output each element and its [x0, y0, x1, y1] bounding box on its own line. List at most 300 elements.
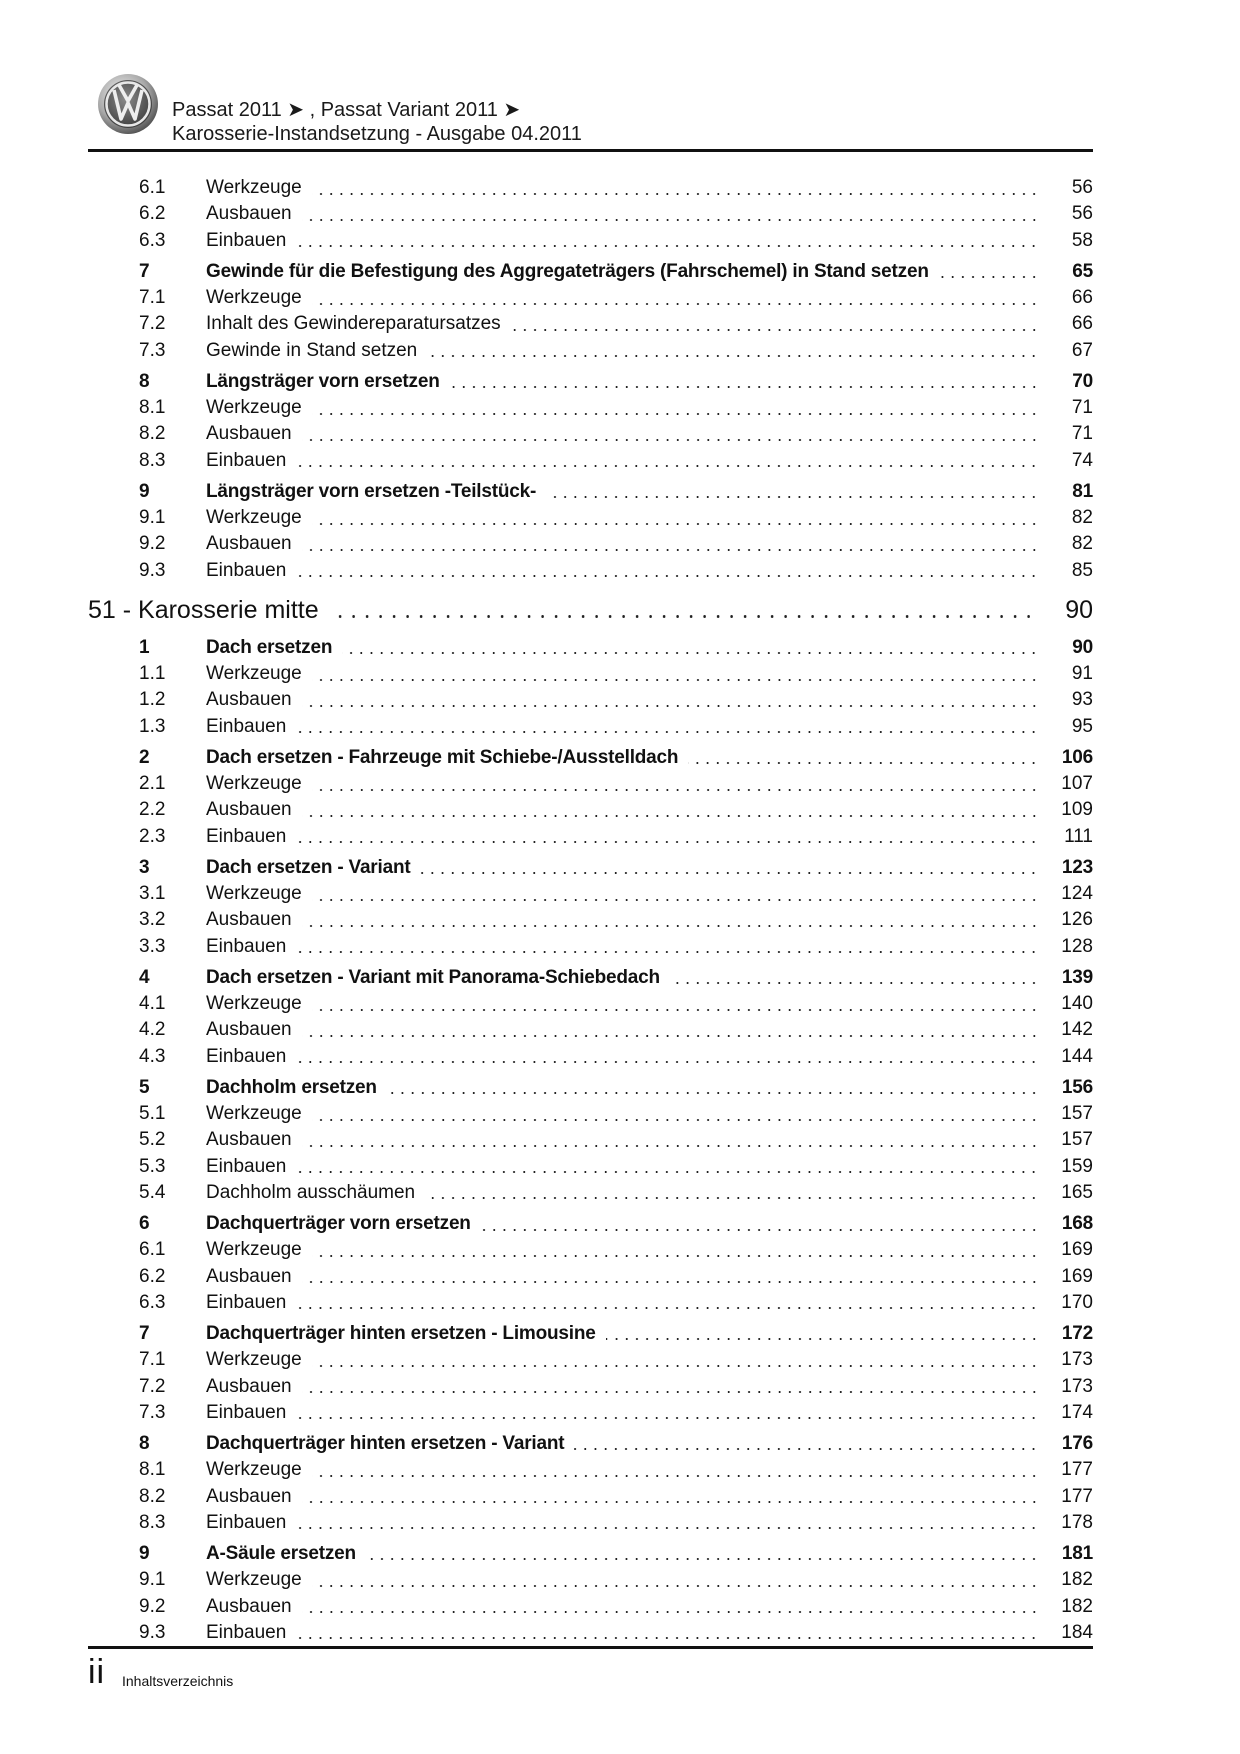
toc-entry-number: 9.2: [139, 533, 166, 555]
toc-entry-page-number: 144: [1061, 1045, 1093, 1067]
toc-entry-number: 1.2: [139, 689, 166, 711]
toc-section-entry[interactable]: [88, 1541, 1093, 1567]
dot-leader: [302, 1487, 1039, 1506]
toc-entry-number: 9: [139, 1542, 150, 1564]
toc-entry-page-number: 124: [1061, 883, 1093, 905]
toc-entry-title[interactable]: Gewinde in Stand setzen: [206, 340, 427, 362]
toc-entry-page-number: 66: [1071, 287, 1093, 309]
toc-subsection-entry[interactable]: [88, 1263, 1093, 1289]
toc-entry-page-number: 56: [1071, 177, 1093, 199]
toc-entry-number: 8.1: [139, 1459, 166, 1481]
toc-entry-title[interactable]: Ausbauen: [206, 423, 302, 445]
toc-entry-page-number: 67: [1071, 339, 1093, 361]
toc-entry-number: 7.1: [139, 1349, 166, 1371]
toc-entry-number: 6.2: [139, 203, 166, 225]
toc-entry-page-number: 58: [1071, 229, 1093, 251]
toc-entry-line: [206, 203, 1093, 225]
toc-entry-page-number: 71: [1071, 397, 1093, 419]
toc-entry-page-number: 168: [1061, 1213, 1093, 1234]
dot-leader: [302, 425, 1039, 444]
toc-entry-title[interactable]: Ausbauen: [206, 909, 302, 931]
toc-section-entry[interactable]: [88, 965, 1093, 991]
toc-entry-title[interactable]: Dach ersetzen - Variant: [206, 857, 420, 879]
dot-leader: [302, 691, 1039, 710]
toc-subsection-entry[interactable]: [88, 661, 1093, 687]
toc-entry-title[interactable]: Ausbauen: [206, 1019, 302, 1041]
toc-entry-number: 9.3: [139, 559, 166, 581]
toc-entry-number: 5.2: [139, 1129, 166, 1151]
toc-entry-page-number: 85: [1071, 559, 1093, 581]
toc-entry-number: 8: [139, 1432, 150, 1454]
toc-subsection-entry[interactable]: [88, 175, 1093, 201]
dot-leader: [312, 1105, 1039, 1124]
toc-entry-line: [206, 1323, 1093, 1345]
toc-subsection-entry[interactable]: [88, 881, 1093, 907]
toc-entry-line: [206, 689, 1093, 711]
toc-section-entry[interactable]: [88, 635, 1093, 661]
toc-entry-line: [206, 450, 1093, 472]
toc-entry-title[interactable]: Ausbauen: [206, 203, 302, 225]
toc-entry-page-number: 111: [1064, 825, 1093, 847]
dot-leader: [296, 1513, 1039, 1532]
toc-entry-page-number: 65: [1072, 260, 1093, 282]
toc-entry-number: 5.4: [139, 1181, 166, 1203]
toc-entry-line: [206, 1569, 1093, 1591]
dot-leader: [312, 885, 1039, 904]
toc-entry-line: [206, 967, 1093, 989]
dot-leader: [312, 1351, 1039, 1370]
toc-section-entry[interactable]: [88, 479, 1093, 505]
toc-entry-number: 2.2: [139, 799, 166, 821]
toc-entry-line: [206, 1433, 1093, 1455]
toc-entry-title[interactable]: Längsträger vorn ersetzen -Teilstück-: [206, 481, 546, 503]
toc-section-entry[interactable]: [88, 1431, 1093, 1457]
dot-leader: [312, 1461, 1039, 1480]
toc-subsection-entry[interactable]: [88, 505, 1093, 531]
toc-entry-title[interactable]: Dachquerträger hinten ersetzen - Limousine: [206, 1323, 606, 1345]
dot-leader: [366, 1544, 1039, 1563]
toc-entry-title[interactable]: Ausbauen: [206, 1596, 302, 1618]
toc-entry-number: 5.1: [139, 1103, 166, 1125]
toc-subsection-entry[interactable]: [88, 311, 1093, 337]
toc-subsection-entry[interactable]: [88, 1373, 1093, 1399]
toc-entry-page-number: 82: [1071, 507, 1093, 529]
toc-subsection-entry[interactable]: [88, 687, 1093, 713]
toc-entry-line: [206, 1129, 1093, 1151]
toc-entry-line: [206, 993, 1093, 1015]
toc-entry-number: 6.3: [139, 1291, 166, 1313]
toc-entry-line: [206, 1622, 1093, 1644]
toc-entry-line: [206, 1459, 1093, 1481]
toc-entry-title[interactable]: Ausbauen: [206, 1486, 302, 1508]
toc-subsection-entry[interactable]: [88, 1043, 1093, 1069]
toc-entry-number: 8: [139, 370, 150, 392]
toc-entry-title[interactable]: Werkzeuge: [206, 1103, 312, 1125]
toc-subsection-entry[interactable]: [88, 907, 1093, 933]
toc-entry-title[interactable]: Einbauen: [206, 1156, 296, 1178]
toc-entry-page-number: 177: [1061, 1485, 1093, 1507]
toc-entry-title[interactable]: Ausbauen: [206, 1266, 302, 1288]
toc-entry-number: 7: [139, 260, 150, 282]
toc-subsection-entry[interactable]: [88, 1457, 1093, 1483]
toc-subsection-entry[interactable]: [88, 991, 1093, 1017]
toc-section-entry[interactable]: [88, 1321, 1093, 1347]
toc-entry-title[interactable]: Dach ersetzen - Fahrzeuge mit Schiebe-/Ausstelldach: [206, 747, 688, 769]
toc-entry-number: 6.1: [139, 177, 166, 199]
footer-section-label: Inhaltsverzeichnis: [122, 1673, 234, 1689]
toc-entry-page-number: 90: [1065, 596, 1093, 625]
toc-section-entry[interactable]: [88, 745, 1093, 771]
dot-leader: [312, 1571, 1039, 1590]
toc-section-entry[interactable]: [88, 259, 1093, 285]
toc-subsection-entry[interactable]: [88, 1237, 1093, 1263]
toc-entry-line: [206, 1486, 1093, 1508]
toc-entry-page-number: 174: [1061, 1401, 1093, 1423]
toc-entry-number: 3.2: [139, 909, 166, 931]
dot-leader: [688, 748, 1039, 767]
toc-section-entry[interactable]: [88, 1211, 1093, 1237]
dot-leader: [670, 968, 1039, 987]
toc-entry-number: 3.3: [139, 935, 166, 957]
dot-leader: [425, 1183, 1039, 1202]
toc-entry-page-number: 128: [1061, 935, 1093, 957]
dot-leader: [296, 827, 1039, 846]
toc-entry-page-number: 106: [1061, 746, 1093, 768]
toc-entry-title[interactable]: Werkzeuge: [206, 1569, 312, 1591]
toc-entry-line: [206, 663, 1093, 685]
toc-entry-number: 8.2: [139, 1485, 166, 1507]
toc-entry-title[interactable]: Ausbauen: [206, 1129, 302, 1151]
toc-chapter-entry[interactable]: [88, 592, 1093, 630]
toc-entry-line: [206, 230, 1093, 252]
toc-entry-number: 2.1: [139, 773, 166, 795]
toc-entry-line: [206, 826, 1093, 848]
toc-entry-page-number: 95: [1071, 715, 1093, 737]
dot-leader: [296, 561, 1039, 580]
toc-entry-line: [88, 596, 1093, 625]
toc-subsection-entry[interactable]: [88, 1347, 1093, 1373]
toc-entry-number: 9.1: [139, 1569, 166, 1591]
toc-entry-number: 9.1: [139, 507, 166, 529]
footer-page-number: ii: [88, 1653, 106, 1691]
dot-leader: [296, 1047, 1039, 1066]
toc-entry-line: [206, 1543, 1093, 1565]
toc-entry-title[interactable]: Einbauen: [206, 230, 296, 252]
toc-subsection-entry[interactable]: [88, 824, 1093, 850]
toc-entry-number: 8.3: [139, 1511, 166, 1533]
toc-entry-line: [206, 533, 1093, 555]
dot-leader: [427, 341, 1039, 360]
toc-entry-title[interactable]: Dachholm ersetzen: [206, 1077, 387, 1099]
toc-entry-title[interactable]: Ausbauen: [206, 1376, 302, 1398]
toc-entry-page-number: 182: [1061, 1595, 1093, 1617]
toc-section-entry[interactable]: [88, 1075, 1093, 1101]
toc-entry-line: [206, 340, 1093, 362]
toc-entry-line: [206, 1596, 1093, 1618]
dot-leader: [939, 262, 1039, 281]
dot-leader: [302, 801, 1039, 820]
toc-subsection-entry[interactable]: [88, 1400, 1093, 1426]
toc-entry-title[interactable]: Werkzeuge: [206, 1349, 312, 1371]
dot-leader: [420, 858, 1039, 877]
toc-subsection-entry[interactable]: [88, 771, 1093, 797]
dot-leader: [302, 535, 1039, 554]
toc-entry-line: [206, 909, 1093, 931]
toc-entry-title[interactable]: Dach ersetzen - Variant mit Panorama-Schiebedach: [206, 967, 670, 989]
toc-subsection-entry[interactable]: [88, 448, 1093, 474]
toc-entry-page-number: 173: [1061, 1349, 1093, 1371]
toc-entry-number: 7.2: [139, 1375, 166, 1397]
toc-subsection-entry[interactable]: [88, 1483, 1093, 1509]
dot-leader: [302, 1377, 1039, 1396]
toc-entry-number: 2: [139, 746, 150, 768]
toc-entry-number: 8.2: [139, 423, 166, 445]
dot-leader: [312, 665, 1039, 684]
toc-entry-line: [206, 747, 1093, 769]
toc-entry-number: 2.3: [139, 825, 166, 847]
toc-entry-page-number: 142: [1061, 1019, 1093, 1041]
dot-leader: [302, 1267, 1039, 1286]
toc-entry-page-number: 165: [1061, 1181, 1093, 1203]
toc-entry-page-number: 169: [1061, 1239, 1093, 1261]
toc-subsection-entry[interactable]: [88, 338, 1093, 364]
toc-entry-title[interactable]: Einbauen: [206, 1402, 296, 1424]
toc-entry-title[interactable]: Werkzeuge: [206, 993, 312, 1015]
toc-entry-line: [206, 261, 1093, 283]
toc-entry-line: [206, 177, 1093, 199]
toc-entry-page-number: 169: [1061, 1265, 1093, 1287]
toc-entry-line: [206, 883, 1093, 905]
document-header: [172, 98, 582, 146]
toc-entry-title[interactable]: Ausbauen: [206, 533, 302, 555]
dot-leader: [574, 1434, 1039, 1453]
toc-entry-line: [206, 1213, 1093, 1235]
toc-entry-title[interactable]: Einbauen: [206, 826, 296, 848]
toc-subsection-entry[interactable]: [88, 934, 1093, 960]
header-manual-title: Karosserie-Instandsetzung - Ausgabe 04.2011: [172, 123, 582, 145]
toc-entry-number: 9.2: [139, 1595, 166, 1617]
toc-entry-line: [206, 371, 1093, 393]
toc-entry-number: 7.1: [139, 287, 166, 309]
toc-entry-title[interactable]: Einbauen: [206, 1512, 296, 1534]
toc-entry-line: [206, 1156, 1093, 1178]
toc-entry-line: [206, 1019, 1093, 1041]
dot-leader: [387, 1078, 1039, 1097]
toc-subsection-entry[interactable]: [88, 531, 1093, 557]
toc-entry-title[interactable]: Ausbauen: [206, 799, 302, 821]
toc-entry-title[interactable]: Einbauen: [206, 450, 296, 472]
toc-entry-line: [206, 936, 1093, 958]
toc-entry-title[interactable]: Werkzeuge: [206, 663, 312, 685]
toc-entry-line: [206, 1376, 1093, 1398]
dot-leader: [481, 1215, 1039, 1234]
toc-entry-title[interactable]: Dach ersetzen: [206, 637, 342, 659]
dot-leader: [296, 231, 1039, 250]
toc-entry-title[interactable]: Werkzeuge: [206, 397, 312, 419]
toc-entry-line: [206, 481, 1093, 503]
dot-leader: [450, 372, 1039, 391]
toc-subsection-entry[interactable]: [88, 1290, 1093, 1316]
toc-entry-number: 1.1: [139, 663, 166, 685]
toc-entry-page-number: 81: [1072, 480, 1093, 502]
toc-subsection-entry[interactable]: [88, 1017, 1093, 1043]
toc-entry-number: 4.2: [139, 1019, 166, 1041]
dot-leader: [302, 205, 1039, 224]
toc-entry-number: 5: [139, 1076, 150, 1098]
dot-leader: [296, 937, 1039, 956]
toc-entry-page-number: 139: [1061, 966, 1093, 988]
toc-entry-title[interactable]: Einbauen: [206, 560, 296, 582]
toc-subsection-entry[interactable]: [88, 1593, 1093, 1619]
table-of-contents: [88, 175, 1093, 1646]
toc-entry-title[interactable]: Werkzeuge: [206, 507, 312, 529]
dot-leader: [296, 1157, 1039, 1176]
toc-subsection-entry[interactable]: [88, 1127, 1093, 1153]
toc-entry-page-number: 184: [1061, 1621, 1093, 1643]
dot-leader: [312, 179, 1039, 198]
toc-subsection-entry[interactable]: [88, 395, 1093, 421]
toc-entry-line: [206, 799, 1093, 821]
toc-entry-title[interactable]: Gewinde für die Befestigung des Aggregateträgers (Fahrschemel) in Stand setzen: [206, 261, 939, 283]
toc-entry-line: [206, 287, 1093, 309]
dot-leader: [312, 775, 1039, 794]
toc-entry-number: 3.1: [139, 883, 166, 905]
toc-entry-number: 1: [139, 636, 150, 658]
toc-entry-title[interactable]: Dachholm ausschäumen: [206, 1182, 425, 1204]
footer-divider: [88, 1646, 1093, 1649]
toc-entry-line: [206, 560, 1093, 582]
toc-entry-page-number: 173: [1061, 1375, 1093, 1397]
dot-leader: [302, 911, 1039, 930]
toc-entry-title[interactable]: Dachquerträger vorn ersetzen: [206, 1213, 481, 1235]
toc-entry-title[interactable]: Ausbauen: [206, 689, 302, 711]
toc-entry-title[interactable]: A-Säule ersetzen: [206, 1543, 366, 1565]
toc-entry-title[interactable]: Einbauen: [206, 1292, 296, 1314]
toc-subsection-entry[interactable]: [88, 1153, 1093, 1179]
dot-leader: [302, 1597, 1039, 1616]
toc-entry-page-number: 156: [1061, 1076, 1093, 1098]
toc-entry-page-number: 170: [1061, 1291, 1093, 1313]
toc-entry-title[interactable]: Einbauen: [206, 936, 296, 958]
toc-entry-page-number: 70: [1072, 370, 1093, 392]
toc-entry-number: 1.3: [139, 715, 166, 737]
dot-leader: [546, 482, 1039, 501]
toc-entry-number: 3: [139, 856, 150, 878]
toc-subsection-entry[interactable]: [88, 228, 1093, 254]
toc-entry-title[interactable]: Werkzeuge: [206, 1239, 312, 1261]
toc-entry-title[interactable]: 51 - Karosserie mitte: [88, 596, 329, 625]
toc-entry-line: [206, 857, 1093, 879]
toc-entry-page-number: 181: [1061, 1542, 1093, 1564]
dot-leader: [329, 598, 1035, 623]
toc-entry-page-number: 56: [1071, 203, 1093, 225]
toc-subsection-entry[interactable]: [88, 1101, 1093, 1127]
toc-entry-title[interactable]: Einbauen: [206, 1622, 296, 1644]
dot-leader: [296, 717, 1039, 736]
toc-section-entry[interactable]: [88, 369, 1093, 395]
toc-entry-page-number: 126: [1061, 909, 1093, 931]
toc-entry-page-number: 157: [1061, 1103, 1093, 1125]
toc-entry-line: [206, 397, 1093, 419]
toc-entry-number: 7.3: [139, 339, 166, 361]
toc-entry-title[interactable]: Inhalt des Gewindereparatursatzes: [206, 313, 511, 335]
toc-subsection-entry[interactable]: [88, 1180, 1093, 1206]
toc-entry-number: 5.3: [139, 1155, 166, 1177]
toc-subsection-entry[interactable]: [88, 1620, 1093, 1646]
dot-leader: [312, 995, 1039, 1014]
toc-entry-line: [206, 1182, 1093, 1204]
toc-entry-page-number: 74: [1071, 449, 1093, 471]
toc-entry-number: 7: [139, 1322, 150, 1344]
toc-entry-page-number: 177: [1061, 1459, 1093, 1481]
toc-section-entry[interactable]: [88, 855, 1093, 881]
toc-subsection-entry[interactable]: [88, 201, 1093, 227]
dot-leader: [312, 289, 1039, 308]
toc-entry-title[interactable]: Werkzeuge: [206, 287, 312, 309]
toc-entry-number: 8.1: [139, 397, 166, 419]
toc-entry-line: [206, 716, 1093, 738]
toc-entry-page-number: 182: [1061, 1569, 1093, 1591]
toc-entry-title[interactable]: Längsträger vorn ersetzen: [206, 371, 450, 393]
toc-subsection-entry[interactable]: [88, 421, 1093, 447]
toc-subsection-entry[interactable]: [88, 714, 1093, 740]
toc-entry-page-number: 109: [1061, 799, 1093, 821]
toc-entry-line: [206, 1292, 1093, 1314]
toc-entry-number: 7.2: [139, 313, 166, 335]
toc-entry-number: 8.3: [139, 449, 166, 471]
toc-entry-page-number: 66: [1071, 313, 1093, 335]
toc-entry-number: 4.3: [139, 1045, 166, 1067]
toc-entry-line: [206, 1402, 1093, 1424]
toc-entry-number: 9: [139, 480, 150, 502]
toc-entry-number: 6.3: [139, 229, 166, 251]
dot-leader: [302, 1021, 1039, 1040]
toc-entry-number: 6.2: [139, 1265, 166, 1287]
toc-subsection-entry[interactable]: [88, 1567, 1093, 1593]
toc-subsection-entry[interactable]: [88, 558, 1093, 584]
toc-entry-title[interactable]: Werkzeuge: [206, 1459, 312, 1481]
header-model-line: Passat 2011 ➤ , Passat Variant 2011 ➤: [172, 99, 521, 121]
toc-entry-page-number: 178: [1061, 1511, 1093, 1533]
toc-entry-line: [206, 423, 1093, 445]
toc-subsection-entry[interactable]: [88, 285, 1093, 311]
toc-entry-page-number: 123: [1061, 856, 1093, 878]
dot-leader: [606, 1324, 1039, 1343]
toc-entry-line: [206, 1239, 1093, 1261]
toc-entry-number: 4: [139, 966, 150, 988]
toc-entry-line: [206, 1077, 1093, 1099]
toc-subsection-entry[interactable]: [88, 1510, 1093, 1536]
toc-entry-page-number: 90: [1072, 636, 1093, 658]
vw-logo-icon: [97, 73, 159, 135]
dot-leader: [342, 638, 1039, 657]
toc-entry-title[interactable]: Einbauen: [206, 1046, 296, 1068]
toc-entry-number: 6: [139, 1213, 150, 1234]
toc-entry-title[interactable]: Werkzeuge: [206, 177, 312, 199]
dot-leader: [302, 1131, 1039, 1150]
toc-entry-title[interactable]: Werkzeuge: [206, 773, 312, 795]
toc-entry-number: 4.1: [139, 993, 166, 1015]
toc-entry-title[interactable]: Dachquerträger hinten ersetzen - Variant: [206, 1433, 574, 1455]
toc-entry-title[interactable]: Werkzeuge: [206, 883, 312, 905]
toc-entry-title[interactable]: Einbauen: [206, 716, 296, 738]
toc-subsection-entry[interactable]: [88, 797, 1093, 823]
toc-entry-page-number: 93: [1071, 689, 1093, 711]
toc-entry-page-number: 157: [1061, 1129, 1093, 1151]
toc-entry-page-number: 107: [1061, 773, 1093, 795]
dot-leader: [511, 315, 1039, 334]
toc-entry-line: [206, 507, 1093, 529]
